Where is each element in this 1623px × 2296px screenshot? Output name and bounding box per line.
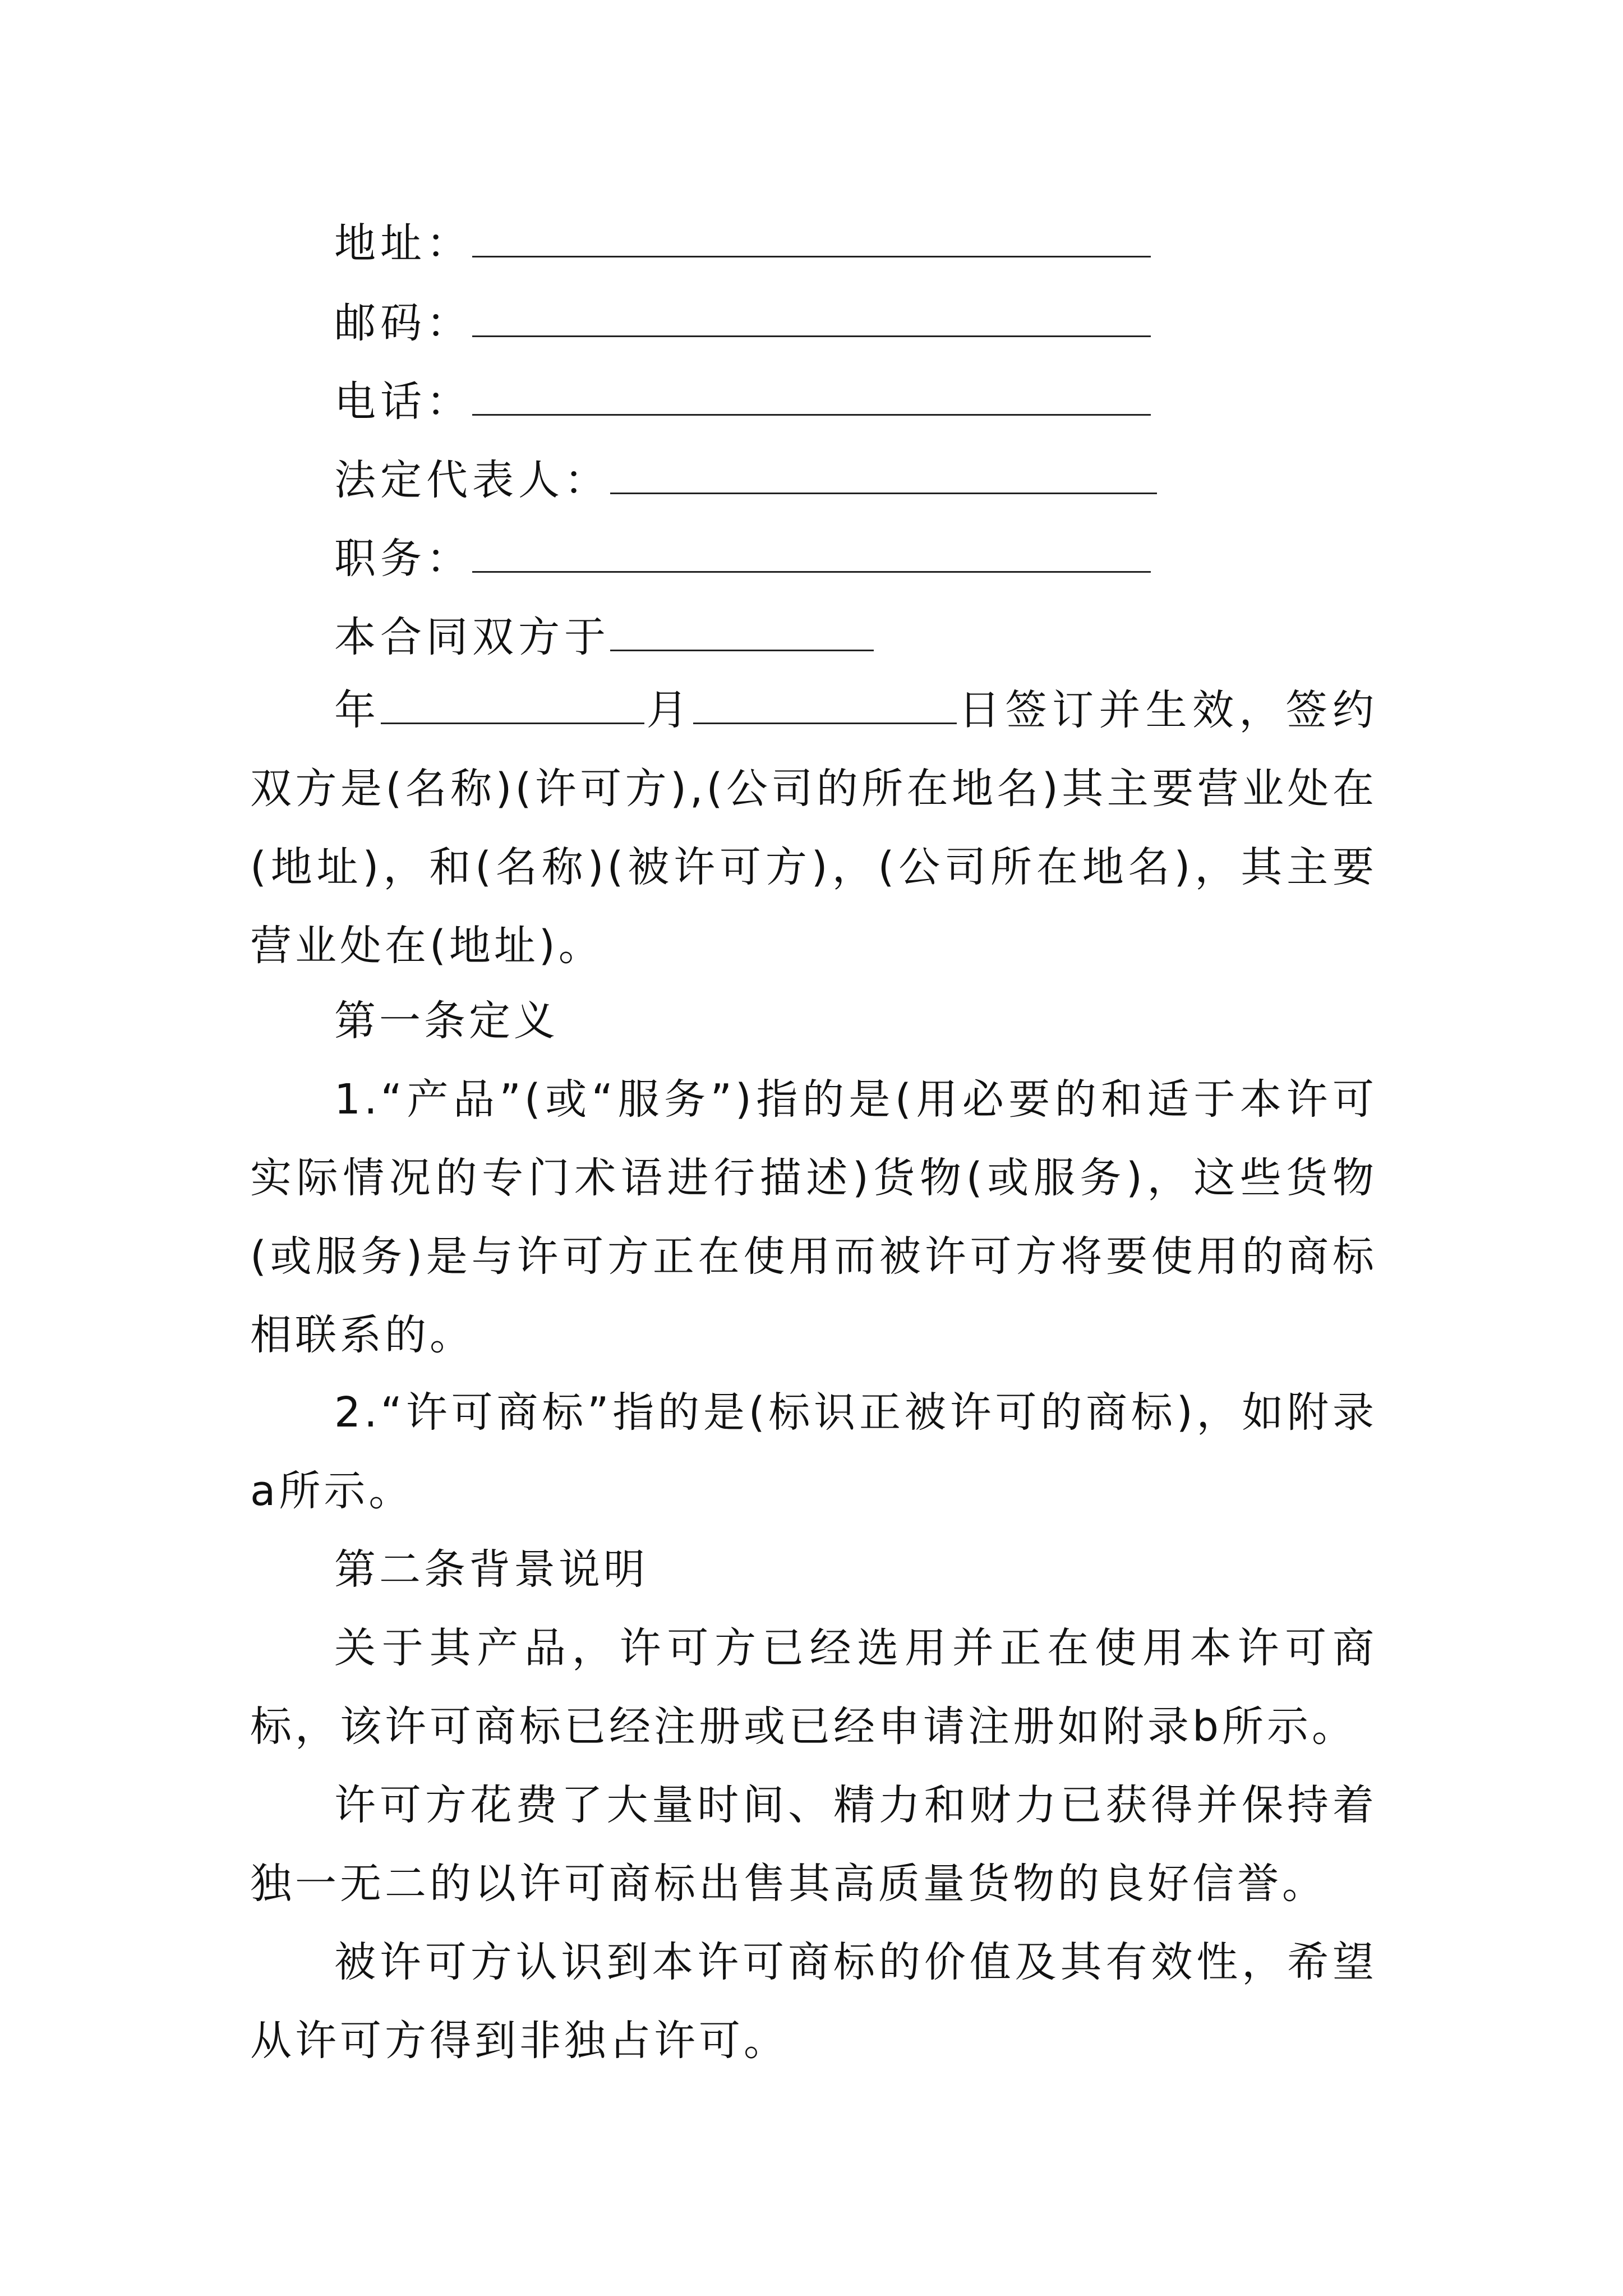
- field-label: 法定代表人：: [334, 456, 610, 504]
- field-address: [334, 215, 1151, 269]
- sign-date-line: [334, 609, 874, 663]
- month-blank[interactable]: [693, 689, 957, 724]
- field-label: 邮码：: [334, 299, 472, 347]
- article-2-title: 第二条背景说明: [334, 1545, 648, 1594]
- year-blank[interactable]: [381, 689, 644, 724]
- field-position: [334, 531, 1151, 585]
- month-label: 月: [644, 686, 694, 734]
- position-blank[interactable]: [472, 531, 1151, 573]
- address-blank[interactable]: [472, 215, 1151, 257]
- article-1-title: 第一条定义: [334, 997, 559, 1045]
- article-1-clause-1: 1.“产品”(或“服务”)指的是(用必要的和适于本许可实际情况的专门术语进行描述)货物(或服务)，这些货物(或服务)是与许可方正在使用而被许可方将要使用的商标相联系的。: [250, 1075, 1377, 1359]
- field-phone: [334, 374, 1151, 427]
- field-postcode: [334, 295, 1151, 349]
- article-2-para-2: 许可方花费了大量时间、精力和财力已获得并保持着独一无二的以许可商标出售其高质量货物的良好信誉。: [250, 1781, 1377, 1908]
- postcode-blank[interactable]: [472, 295, 1151, 337]
- field-label: 电话：: [334, 378, 472, 426]
- field-legal-rep: [334, 452, 1157, 506]
- field-label: 地址：: [334, 219, 472, 268]
- field-label: 职务：: [334, 535, 472, 583]
- article-2-para-1: 关于其产品，许可方已经选用并正在使用本许可商标，该许可商标已经注册或已经申请注册如附录b所示。: [250, 1624, 1377, 1751]
- article-2-para-3: 被许可方认识到本许可商标的价值及其有效性，希望从许可方得到非独占许可。: [250, 1938, 1377, 2065]
- article-1-clause-2: 2.“许可商标”指的是(标识正被许可的商标)，如附录a所示。: [250, 1388, 1377, 1515]
- phone-blank[interactable]: [472, 374, 1151, 416]
- date-paragraph-text: 日签订并生效，签约双方是(名称)(许可方),(公司的所在地名)其主要营业处在(地址)，和(名称)(被许可方)，(公司所在地名)，其主要营业处在(地址)。: [250, 686, 1378, 970]
- date-paragraph: [250, 671, 1377, 985]
- year-label: 年: [334, 686, 381, 734]
- sign-line-text: 本合同双方于: [334, 613, 610, 661]
- legal-rep-blank[interactable]: [610, 452, 1157, 494]
- sign-blank[interactable]: [610, 609, 874, 651]
